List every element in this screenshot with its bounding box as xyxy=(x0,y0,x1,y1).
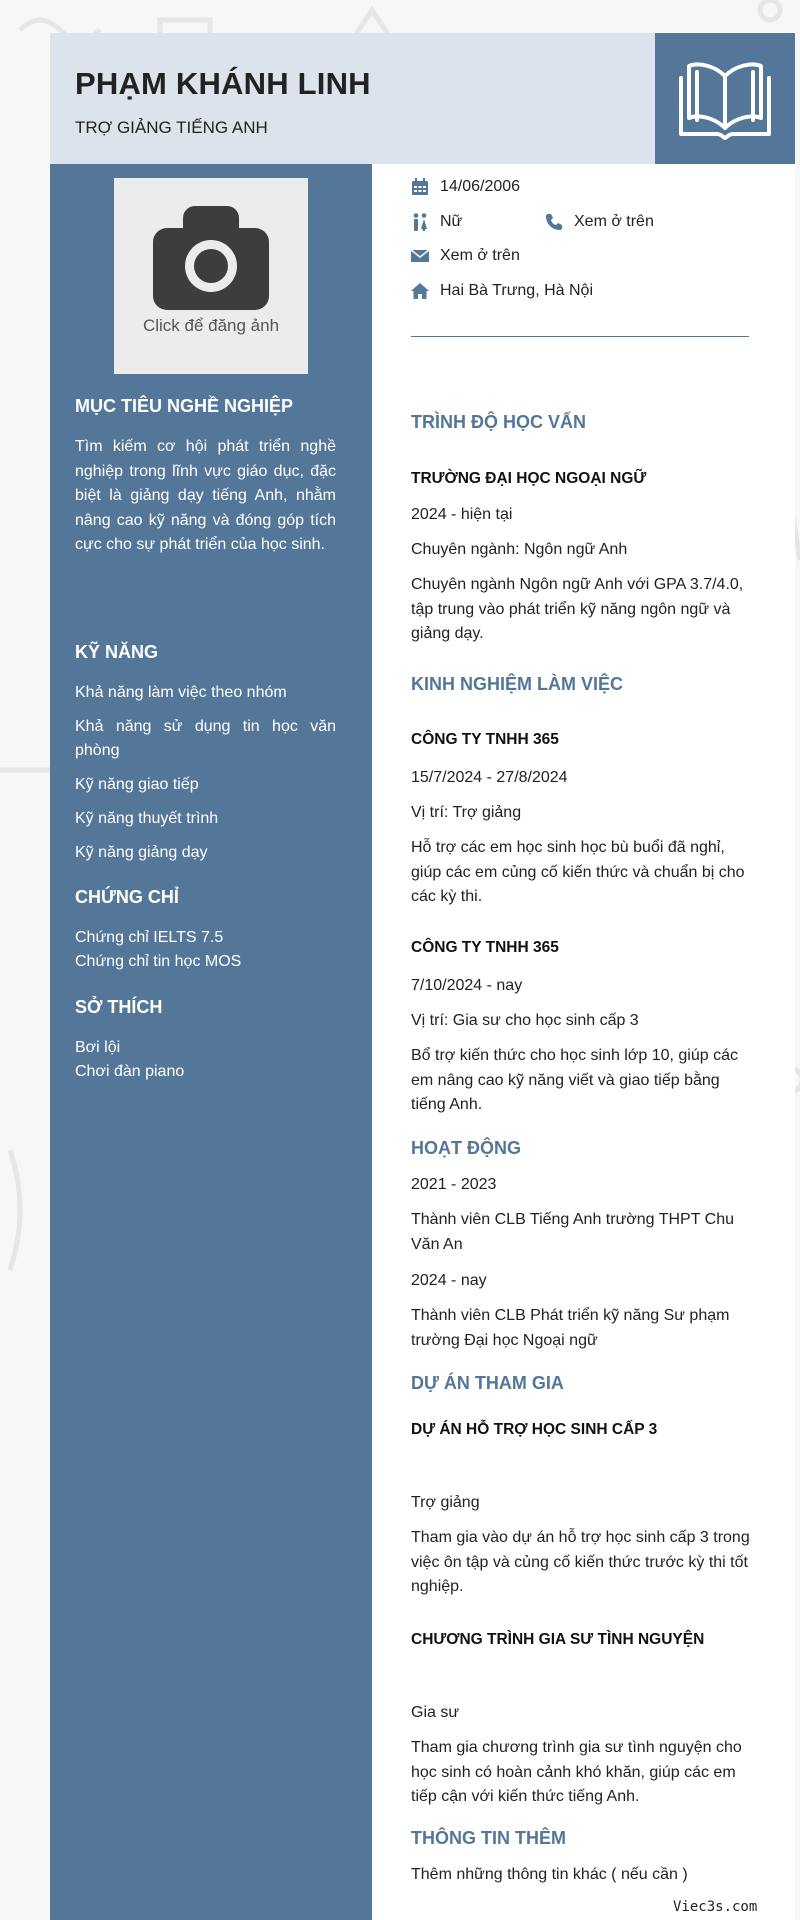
address-value[interactable]: Hai Bà Trưng, Hà Nội xyxy=(440,282,593,299)
project-name[interactable]: CHƯƠNG TRÌNH GIA SƯ TÌNH NGUYỆN xyxy=(411,1631,705,1648)
certificate-item[interactable]: Chứng chỉ IELTS 7.5 xyxy=(75,929,224,946)
activity-description[interactable]: Thành viên CLB Tiếng Anh trường THPT Chu Văn An xyxy=(411,1211,735,1253)
project-description[interactable]: Tham gia chương trình gia sư tình nguyện cho học sinh có hoàn cảnh khó khăn, giúp các em tiếp cận với kiến thức tiếng Anh. xyxy=(411,1739,742,1805)
hobby-item[interactable]: Bơi lội xyxy=(75,1039,121,1056)
school-name[interactable]: TRƯỜNG ĐẠI HỌC NGOẠI NGỮ xyxy=(411,470,647,487)
job-position[interactable]: Vị trí: Trợ giảng xyxy=(411,804,522,821)
certificates-section xyxy=(75,887,336,974)
resume-header xyxy=(50,33,655,164)
candidate-name[interactable]: PHẠM KHÁNH LINH xyxy=(75,66,371,101)
skills-section xyxy=(75,642,336,865)
project-description[interactable]: Tham gia vào dự án hỗ trợ học sinh cấp 3 trong việc ôn tập và củng cố kiến thức trước kỳ thi tốt nghiệp. xyxy=(411,1529,750,1595)
sidebar xyxy=(50,164,372,1920)
extra-info-heading: THÔNG TIN THÊM xyxy=(411,1828,566,1848)
projects-heading: DỰ ÁN THAM GIA xyxy=(411,1373,564,1393)
phone-row xyxy=(545,213,654,231)
dob-value[interactable]: 14/06/2006 xyxy=(440,178,521,195)
skill-item[interactable]: Kỹ năng thuyết trình xyxy=(75,810,219,827)
objective-text[interactable]: Tìm kiếm cơ hội phát triển nghề nghiệp trong lĩnh vực giáo dục, đặc biệt là giảng dạy tiếng Anh, nhằm nâng cao kỹ năng và đóng góp tích cực cho sự phát triển của học sinh. xyxy=(75,438,336,553)
contact-divider xyxy=(411,336,749,337)
job-title[interactable]: TRỢ GIẢNG TIẾNG ANH xyxy=(75,118,268,137)
job-description[interactable]: Hỗ trợ các em học sinh học bù buổi đã nghỉ, giúp các em củng cố kiến thức và chuẩn bị cho các kỳ thi. xyxy=(411,839,745,905)
gender-icon xyxy=(411,213,429,231)
activity-period[interactable]: 2021 - 2023 xyxy=(411,1176,497,1193)
photo-caption: Click để đăng ảnh xyxy=(142,316,280,335)
skill-item[interactable]: Kỹ năng giao tiếp xyxy=(75,776,199,793)
objective-heading: MỤC TIÊU NGHỀ NGHIỆP xyxy=(75,396,294,416)
header-book-badge xyxy=(655,33,795,164)
camera-icon xyxy=(153,206,269,310)
email-value[interactable]: Xem ở trên xyxy=(440,247,520,264)
objective-section xyxy=(75,396,336,558)
job-period[interactable]: 7/10/2024 - nay xyxy=(411,977,523,994)
activity-description[interactable]: Thành viên CLB Phát triển kỹ năng Sư phạm trường Đại học Ngoại ngữ xyxy=(411,1307,730,1349)
education-description[interactable]: Chuyên ngành Ngôn ngữ Anh với GPA 3.7/4.0, tập trung vào phát triển kỹ năng ngôn ngữ và giảng dạy. xyxy=(411,576,744,642)
activities-heading: HOẠT ĐỘNG xyxy=(411,1138,521,1158)
project-role[interactable]: Trợ giảng xyxy=(411,1494,480,1511)
email-icon xyxy=(411,247,429,265)
gender-value[interactable]: Nữ xyxy=(440,213,463,230)
profile-photo-upload[interactable] xyxy=(114,178,308,374)
home-icon xyxy=(411,282,429,300)
calendar-icon xyxy=(411,178,429,196)
project-name[interactable]: DỰ ÁN HỖ TRỢ HỌC SINH CẤP 3 xyxy=(411,1421,658,1438)
job-position[interactable]: Vị trí: Gia sư cho học sinh cấp 3 xyxy=(411,1012,639,1029)
dob-row xyxy=(411,178,520,196)
address-row xyxy=(411,282,593,300)
skills-heading: KỸ NĂNG xyxy=(75,642,159,662)
book-icon xyxy=(677,58,773,140)
company-name[interactable]: CÔNG TY TNHH 365 xyxy=(411,939,559,956)
gender-row xyxy=(411,213,462,231)
hobbies-section xyxy=(75,997,336,1084)
activity-period[interactable]: 2024 - nay xyxy=(411,1272,487,1289)
education-major[interactable]: Chuyên ngành: Ngôn ngữ Anh xyxy=(411,541,628,558)
phone-icon xyxy=(545,213,563,231)
site-watermark: Viec3s.com xyxy=(673,1899,758,1915)
certificates-heading: CHỨNG CHỈ xyxy=(75,887,179,907)
certificate-item[interactable]: Chứng chỉ tin học MOS xyxy=(75,953,242,970)
phone-value[interactable]: Xem ở trên xyxy=(574,213,654,230)
extra-info-text[interactable]: Thêm những thông tin khác ( nếu cần ) xyxy=(411,1866,688,1883)
education-period[interactable]: 2024 - hiện tại xyxy=(411,506,513,523)
company-name[interactable]: CÔNG TY TNHH 365 xyxy=(411,731,559,748)
job-description[interactable]: Bổ trợ kiến thức cho học sinh lớp 10, giúp các em nâng cao kỹ năng viết và giao tiếp bằng tiếng Anh. xyxy=(411,1047,738,1113)
skill-item[interactable]: Khả năng làm việc theo nhóm xyxy=(75,684,287,701)
skill-item[interactable]: Kỹ năng giảng dạy xyxy=(75,844,208,861)
hobby-item[interactable]: Chơi đàn piano xyxy=(75,1063,185,1080)
email-row xyxy=(411,247,520,265)
resume-page xyxy=(50,33,795,1920)
job-period[interactable]: 15/7/2024 - 27/8/2024 xyxy=(411,769,568,786)
skill-item[interactable]: Khả năng sử dụng tin học văn phòng xyxy=(75,718,336,759)
hobbies-heading: SỞ THÍCH xyxy=(75,997,163,1017)
education-heading: TRÌNH ĐỘ HỌC VẤN xyxy=(411,412,586,432)
project-role[interactable]: Gia sư xyxy=(411,1704,460,1721)
experience-heading: KINH NGHIỆM LÀM VIỆC xyxy=(411,674,624,694)
